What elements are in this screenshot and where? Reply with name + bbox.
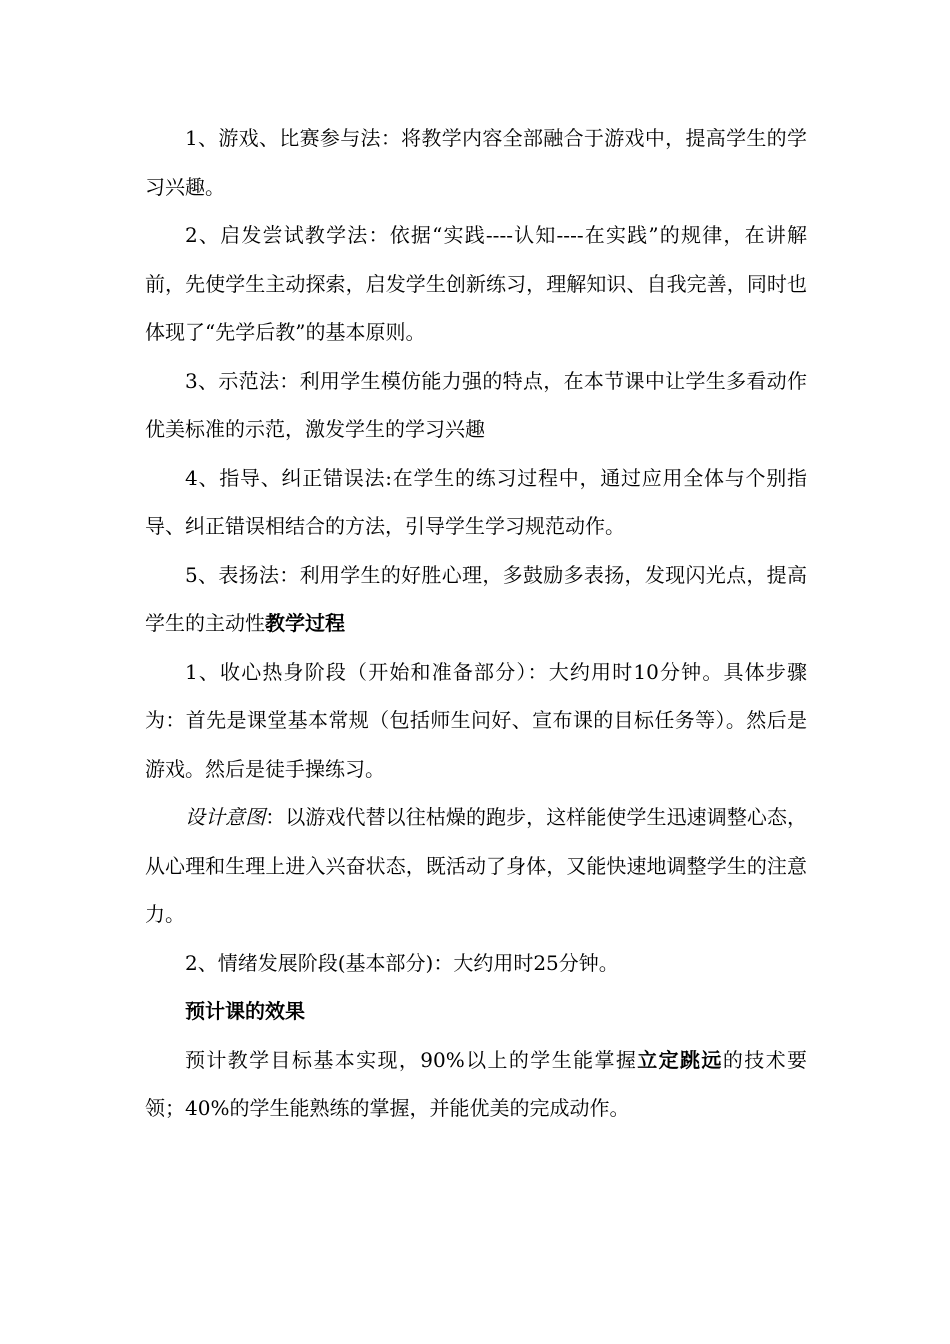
paragraph-text: ：以游戏代替以往枯燥的跑步，这样能使学生迅速调整心态，从心理和生理上进入兴奋状态，既活动了身体，又能快速地调整学生的注意力。 xyxy=(145,805,808,926)
paragraph-text: 1、游戏、比赛参与法：将教学内容全部融合于游戏中，提高学生的学习兴趣。 xyxy=(145,126,807,199)
emphasis-standing-long-jump: 立定跳远 xyxy=(637,1047,723,1072)
paragraph-praise-method xyxy=(145,551,807,648)
paragraph-emotion-stage xyxy=(145,939,807,988)
paragraph-guidance-method xyxy=(145,454,807,551)
paragraph-text: 4、指导、纠正错误法:在学生的练习过程中，通过应用全体与个别指导、纠正错误相结合的方法，引导学生学习规范动作。 xyxy=(145,465,807,538)
paragraph-game-method xyxy=(145,114,807,211)
paragraph-design-intent xyxy=(145,793,807,939)
paragraph-warmup-stage xyxy=(145,648,807,794)
paragraph-text: 1、收心热身阶段（开始和准备部分）：大约用时10分钟。具体步骤为：首先是课堂基本常规（包括师生问好、宣布课的目标任务等）。然后是游戏。然后是徒手操练习。 xyxy=(145,659,807,781)
section-heading-expected-effect xyxy=(145,987,807,1036)
paragraph-demonstration-method xyxy=(145,357,807,454)
paragraph-text: 2、启发尝试教学法：依据“实践----认知----在实践”的规律，在讲解前，先使学生主动探索，启发学生创新练习，理解知识、自我完善，同时也体现了“先学后教”的基本原则。 xyxy=(145,223,807,344)
document-body xyxy=(145,114,807,1133)
paragraph-text: 3、示范法：利用学生模仿能力强的特点，在本节课中让学生多看动作优美标准的示范，激发学生的学习兴趣 xyxy=(145,368,807,441)
section-heading-teaching-process: 教学过程 xyxy=(265,611,345,635)
paragraph-text: 预计教学目标基本实现，90%以上的学生能掌握 xyxy=(185,1047,638,1072)
paragraph-heuristic-method xyxy=(145,211,807,357)
heading-text: 预计课的效果 xyxy=(185,999,305,1023)
paragraph-text: 2、情绪发展阶段(基本部分)：大约用时25分钟。 xyxy=(185,950,619,975)
paragraph-text: 5、表扬法：利用学生的好胜心理，多鼓励多表扬，发现闪光点，提高学生的主动性 xyxy=(145,562,807,635)
paragraph-text: 的技术要领；40%的学生能熟练的掌握，并能优美的完成动作。 xyxy=(145,1047,807,1120)
paragraph-expected-effect xyxy=(145,1036,807,1133)
design-intent-label: 设计意图 xyxy=(185,805,266,829)
